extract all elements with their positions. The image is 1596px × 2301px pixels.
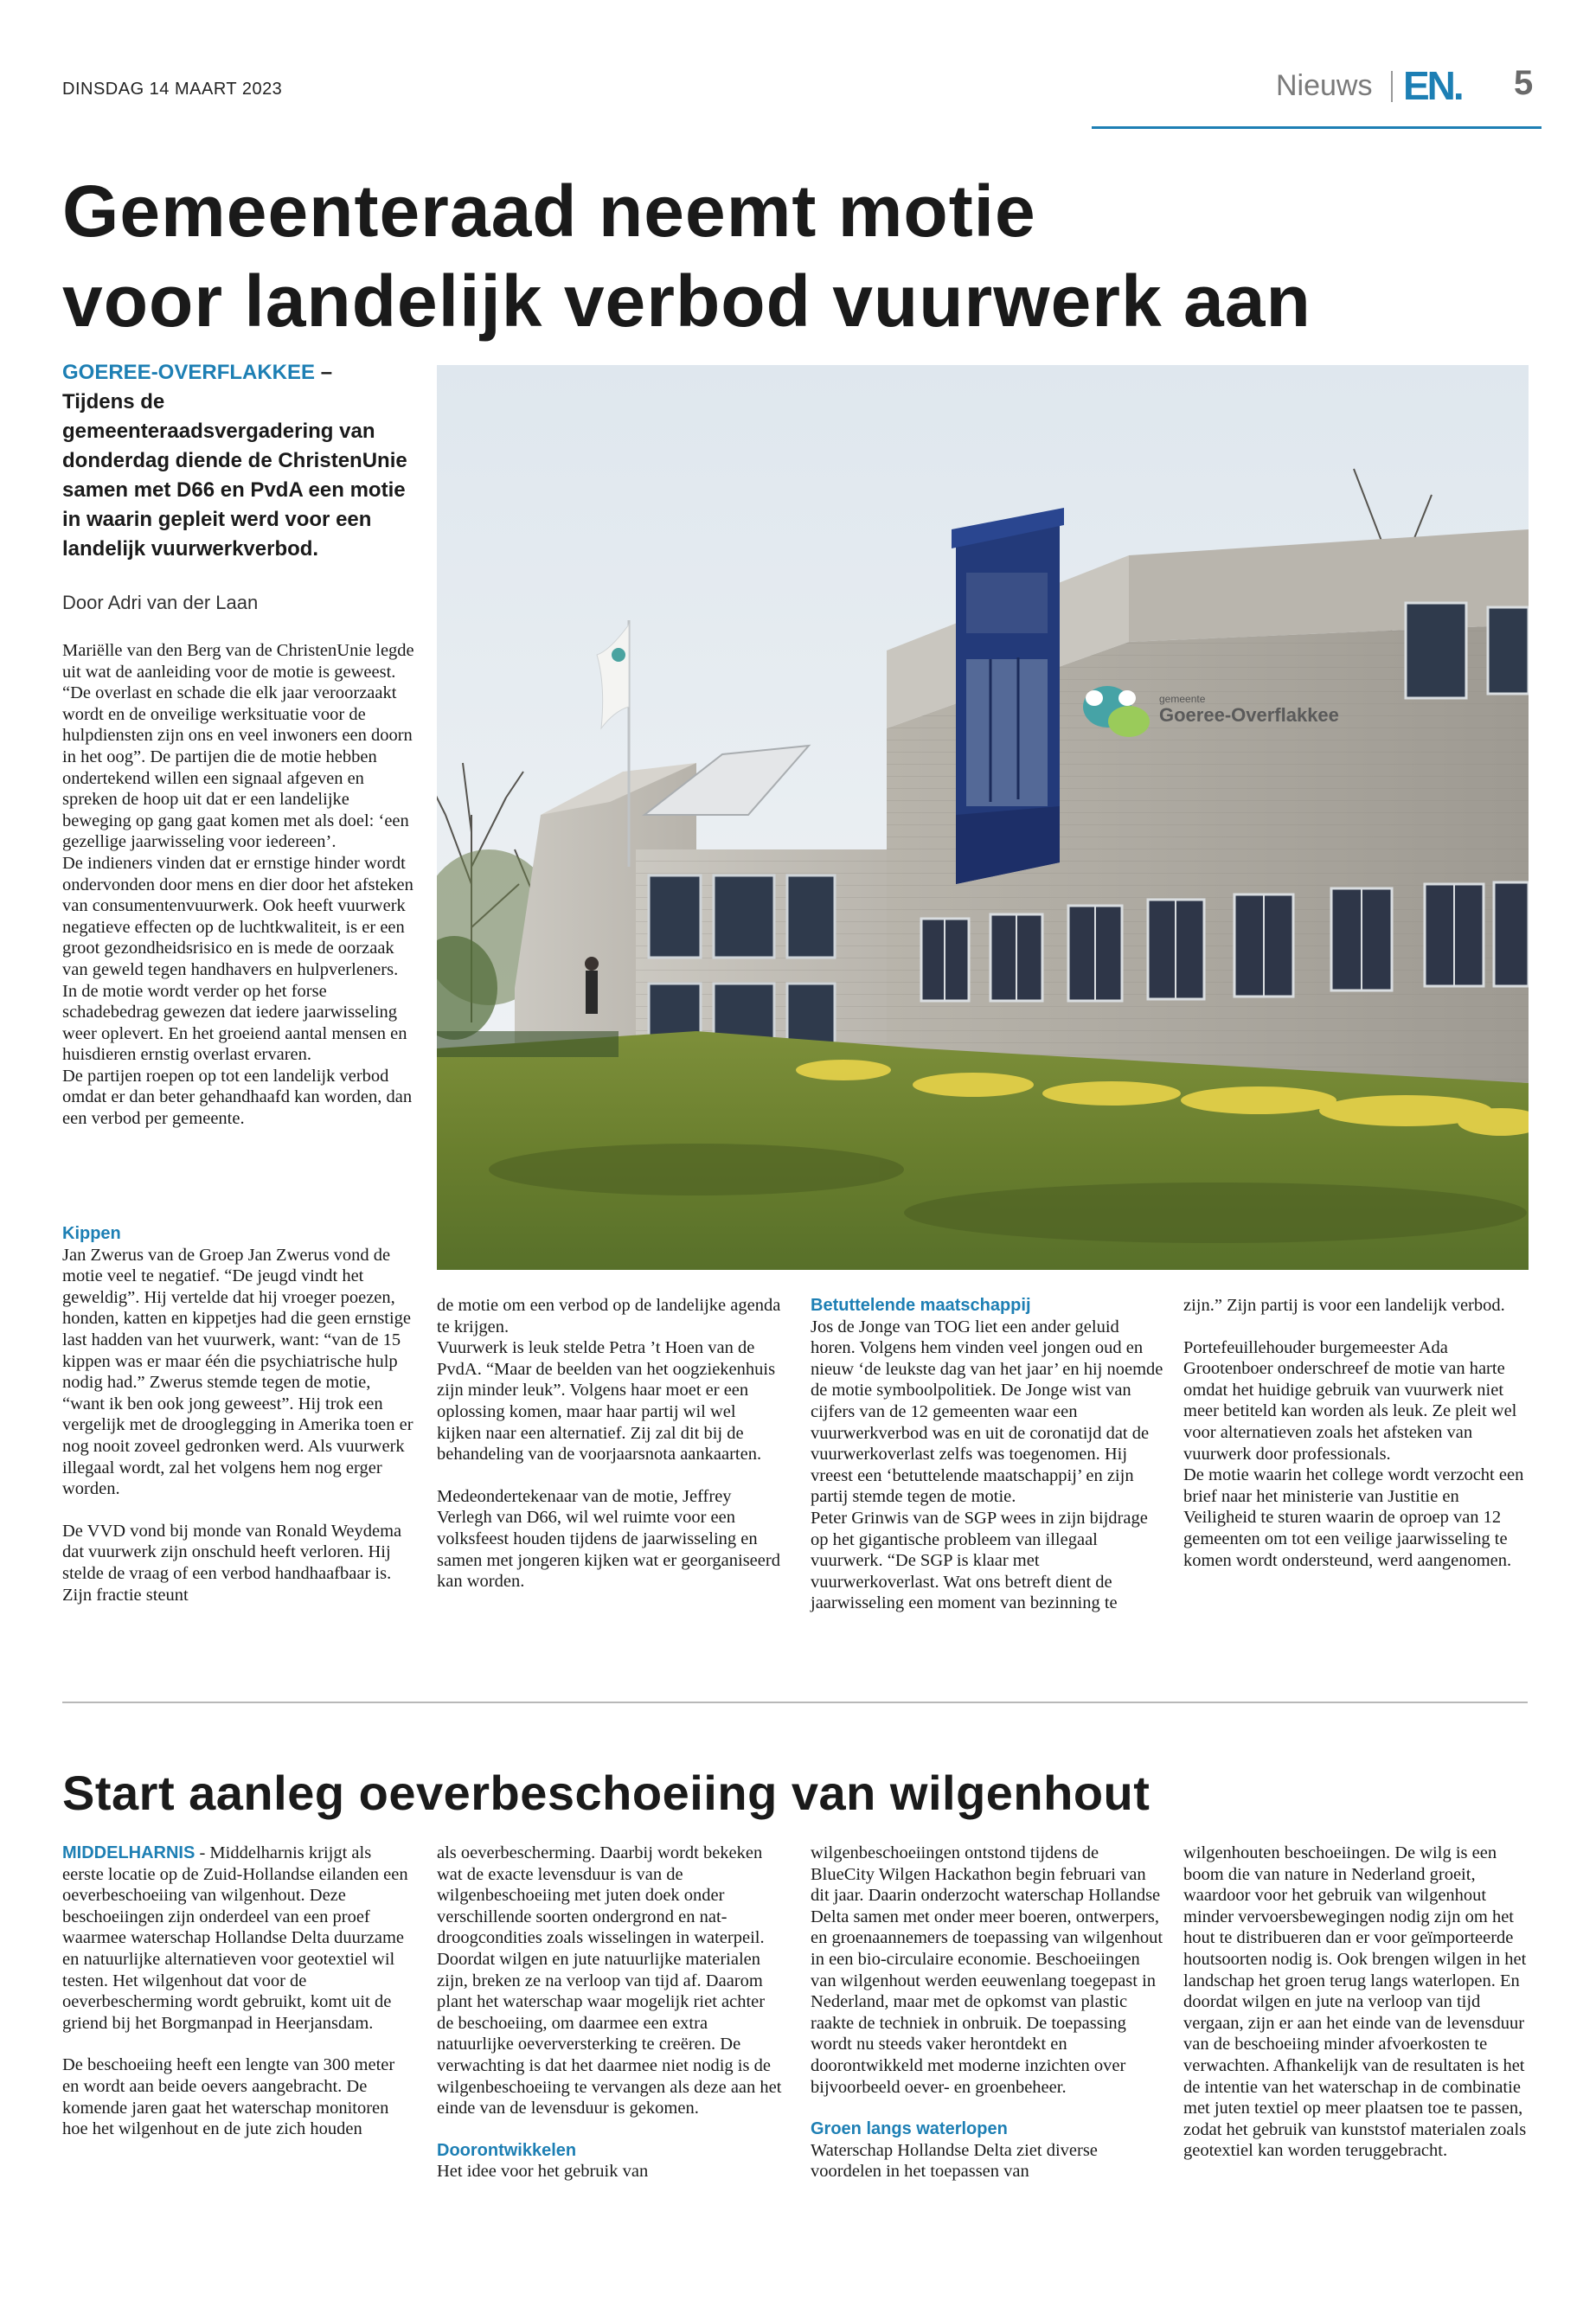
masthead-divider [1391,71,1393,102]
upper-windows [1406,603,1529,698]
paragraph: zijn.” Zijn partij is voor een landelijk verbod. [1183,1296,1505,1315]
subheading-betuttelende-maatschappij: Betuttelende maatschappij [811,1296,1031,1315]
paragraph: Jan Zwerus van de Groep Jan Zwerus vond de motie veel te negatief. “De jeugd vindt het geweldig”. Hij vertelde dat hij vroeger poezen, honden, katten en kippetjes had die geen ernstige last hadden van het vuurwerk, want: “van de 15 kippen was er maar één die psychiatrische hulp nodig had.” Zwerus stemde tegen de motie, “want ik ben ook jong geweest”. Hij trok een vergelijk met de drooglegging in Amerika toen er nog nooit zoveel gedronken werd. Als vuurwerk illegaal wordt, zal het volgens hem nog erger worden. [62,1245,413,1499]
page-number: 5 [1514,64,1534,102]
article-2-column-3 [811,1843,1163,2182]
article-column-2 [437,1295,783,1593]
sign-small-text: gemeente [1159,693,1206,705]
article-headline [62,166,1360,346]
headline-line-1: Gemeenteraad neemt motie [62,170,1036,252]
paragraph: Het idee voor het gebruik van [437,2162,649,2182]
glass-tower [952,508,1064,884]
article-column-3 [811,1295,1163,1614]
section-divider [62,1702,1528,1703]
article-2-column-1 [62,1843,415,2140]
masthead-rule [1092,126,1542,129]
paragraph: Portefeuillehouder burgemeester Ada Grootenboer onderschreef de motie van harte omdat het huidige gebruik van vuurwerk niet meer betiteld kan worden als leuk. Ze pleit wel voor alternatieven zoals het afsteken van vuurwerk door professionals. [1183,1337,1517,1464]
paragraph: Vuurwerk is leuk stelde Petra ’t Hoen van de PvdA. “Maar de beelden van het oogziekenhuis zijn minder leuk”. Volgens haar moet er een oplossing komen, maar haar partij wil wel kijken naar een alternatief. Zij zal dit bij de behandeling van de voorjaarsnota aankaarten. [437,1338,776,1465]
flag-emblem [612,648,625,662]
headline-line-2: voor landelijk verbod vuurwerk aan [62,260,1311,342]
sign-name-text: Goeree-Overflakkee [1159,704,1339,726]
paragraph: Jos de Jonge van TOG liet een ander geluid horen. Volgens hem vinden veel jongen oud en nieuw ‘de leukste dag van het jaar’ en hij noemde de motie symboolpolitiek. De Jonge wist van cijfers van de 12 gemeenten waar een vuurwerkverbod was en uit de coronatijd dat de vuurwerkoverlast zelfs was toegenomen. Hij vreest een ‘betuttelende maatschappij’ en zijn partij stemde tegen de motie. [811,1317,1163,1507]
paragraph: De VVD vond bij monde van Ronald Weydema dat vuurwerk zijn onschuld heeft verloren. Hij stelde de vraag of een verbod handhaafbaar is. Zijn fractie steunt [62,1521,402,1605]
hedge [437,1031,619,1057]
paragraph: Peter Grinwis van de SGP wees in zijn bijdrage op het gigantische probleem van illegaal vuurwerk. “De SGP is klaar met vuurwerkoverlast. Wat ons betreft dient de jaarwisseling een moment van bezinning te [811,1508,1148,1613]
paragraph: als oeverbescherming. Daarbij wordt bekeken wat de exacte levensduur is van de wilgenbeschoeiing met juten doek onder verschillende soorten ondergrond en nat- droogcondities zoals wisselingen in waterpeil. Doordat wilgen en jute natuurlijke materialen zijn, breken ze na verloop van tijd af. Daarom plant het waterschap waar mogelijk riet achter de beschoeiing, om daarmee een extra natuurlijke oeverversterking te creëren. De verwachting is dat het daarmee niet nodig is de wilgenbeschoeiing te vervangen als deze aan het einde van de levensduur is gekomen. [437,1843,782,2118]
paragraph-text: - Middelharnis krijgt als eerste locatie op de Zuid-Hollandse eilanden een oeverbeschoeiing van wilgenhout. Deze beschoeiingen zijn onderdeel van een proef waarmee waterschap Hollandse Delta duurzame en natuurlijke alternatieven voor geotextiel wil testen. Het wilgenhout dat voor de oeverbescherming wordt gebruikt, komt uit de griend bij het Borgmanpad in Heerjansdam. [62,1843,408,2033]
paragraph [62,1843,415,2034]
paragraph: Medeondertekenaar van de motie, Jeffrey Verlegh van D66, wil wel ruimte voor een volksfeest houden tijdens de jaarwisseling en samen met jongeren kijken wat er georganiseerd kan worden. [437,1486,780,1592]
issue-date: DINSDAG 14 MAART 2023 [62,80,283,99]
subheading-groen-langs-waterlopen: Groen langs waterlopen [811,2119,1008,2139]
article-2-headline: Start aanleg oeverbeschoeiing van wilgenhout [62,1766,1151,1820]
paragraph: De motie waarin het college wordt verzocht een brief naar het ministerie van Justitie en Veiligheid te sturen waarin de oproep van 12 gemeenten om tot een veilige jaarwisseling te komen wordt ondersteund, werd aangenomen. [1183,1465,1524,1570]
paragraph: wilgenhouten beschoeiingen. De wilg is een boom die van nature in Nederland groeit, waardoor voor het gebruik van wilgenhout minder vervoersbewegingen nodig zijn om het hout te distribueren dan er voor geïmporteerde houtsoorten nodig is. Ook brengen wilgen in het landschap het groen terug langs waterlopen. En doordat wilgen en jute na verloop van tijd vergaan, zijn er aan het einde van de levensduur van de beschoeiing minder afvoerkosten te verwachten. Afhankelijk van de resultaten is het de intentie van het waterschap in de combinatie met juten textiel op meer plaatsen toe te passen, zodat het gebruik van kunststof materialen zoals geotextiel kan worden teruggebracht. [1183,1843,1527,2161]
dateline-separator: – [315,361,333,384]
article-2-column-4 [1183,1843,1529,2162]
article-2-column-2 [437,1843,783,2182]
byline: Door Adri van der Laan [62,592,259,613]
article-column-4 [1183,1295,1529,1571]
section-label[interactable]: Nieuws [1276,69,1373,102]
article-lead [62,358,408,564]
lead-text: Tijdens de gemeenteraadsvergadering van donderdag diende de ChristenUnie samen met D66 en PvdA een motie in waarin gepleit werd voor een landelijk vuurwerkverbod. [62,390,407,561]
dateline-place: MIDDELHARNIS [62,1843,195,1862]
newspaper-logo[interactable]: EN. [1403,63,1462,108]
paragraph: wilgenbeschoeiingen ontstond tijdens de BlueCity Wilgen Hackathon begin februari van dit jaar. Daarin onderzocht waterschap Hollandse Delta samen met onder meer boeren, ontwerpers, en groenaannemers de toepassing van wilgenhout in een bio-circulaire economie. Beschoeiingen van wilgenhout werden eeuwenlang toegepast in Nederland, maar met de opkomst van plastic raakte de techniek in onbruik. De toepassing wordt nu steeds vaker herontdekt en doorontwikkeld met moderne inzichten over bijvoorbeeld oever- en groenbeheer. [811,1843,1163,2097]
article-column-1-continued [62,1223,415,1606]
subheading-doorontwikkelen: Doorontwikkelen [437,2140,577,2160]
town-hall-photo [437,365,1529,1270]
paragraph: Waterschap Hollandse Delta ziet diverse voordelen in het toepassen van [811,2140,1098,2182]
paragraph: De partijen roepen op tot een landelijk verbod omdat er dan beter gehandhaafd kan worden, dan een verbod per gemeente. [62,1066,413,1129]
paragraph: de motie om een verbod op de landelijke agenda te krijgen. [437,1296,781,1336]
paragraph: Mariëlle van den Berg van de ChristenUnie legde uit wat de aanleiding voor de motie is geweest. “De overlast en schade die elk jaar veroorzaakt wordt en de onveilige werksituatie voor de hulpdiensten zijn ons en veel inwoners een doorn in het oog”. De partijen die de motie hebben ondertekend willen een signaal afgeven en spreken de hoop uit dat er een landelijke beweging op gang gaat komen met als doel: ‘een gezellige jaarwisseling voor iedereen’. [62,641,414,852]
pedestrian [585,957,599,1014]
paragraph: De indieners vinden dat er ernstige hinder wordt ondervonden door mens en dier door het afsteken van consumentenvuurwerk. Ook heeft vuurwerk negatieve effecten op de luchtkwaliteit, is er een groot gezondheidsrisico en is mede de oorzaak van geweld tegen handhavers en hulpverleners. In de motie wordt verder op het forse schadebedrag gewezen dat iedere jaarwisseling weer oplevert. En het groeiend aantal mensen en huisdieren ernstig overlast ervaren. [62,853,413,1065]
dateline-place: GOEREE-OVERFLAKKEE [62,361,316,384]
paragraph: De beschoeiing heeft een lengte van 300 meter en wordt aan beide oevers aangebracht. De komende jaren gaat het waterschap monitoren hoe het wilgenhout en de jute zich houden [62,2055,395,2139]
subheading-kippen: Kippen [62,1224,121,1243]
article-column-1 [62,640,415,1130]
